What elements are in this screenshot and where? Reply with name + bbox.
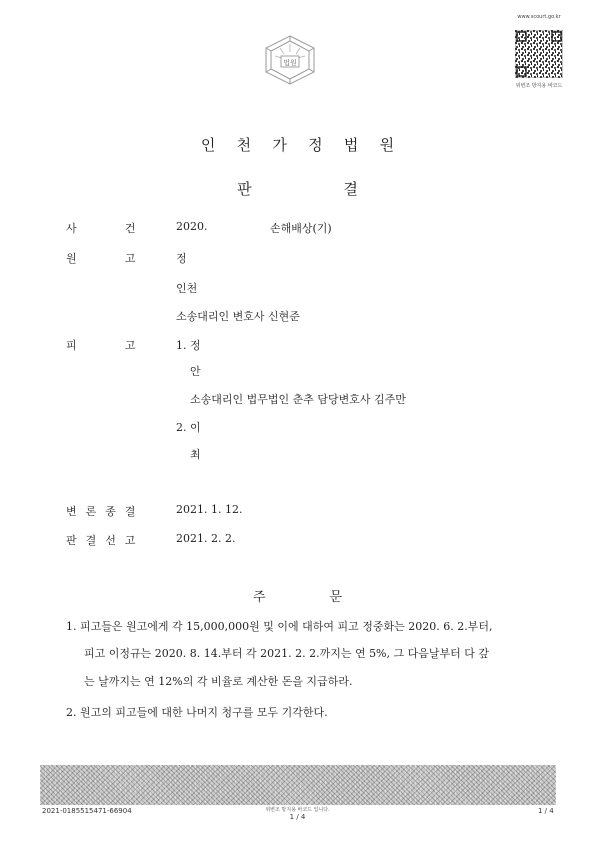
- court-emblem-icon: [260, 34, 320, 86]
- qr-url: www.scourt.go.kr: [517, 14, 561, 20]
- plaintiff-label: 원 고: [66, 252, 136, 265]
- defendant-1-address: 안: [190, 365, 201, 378]
- main-ruling-title: 주 문: [252, 590, 372, 605]
- defendant-label: 피 고: [66, 339, 136, 352]
- defendant-2-name: 2. 이: [176, 421, 201, 434]
- ruling-line-3: 는 날까지는 연 12%의 각 비율로 계산한 돈을 지급하라.: [84, 675, 353, 688]
- document-id: 2021-0185515471-66904: [42, 807, 132, 815]
- case-title: 손해배상(기): [270, 222, 332, 235]
- ruling-line-4: 2. 원고의 피고들에 대한 나머지 청구를 모두 기각한다.: [66, 706, 328, 719]
- defendant-1-name: 1. 정: [176, 339, 201, 352]
- ruling-line-1: 1. 피고들은 원고에게 각 15,000,000원 및 이에 대하여 피고 정중화는 2020. 6. 2.부터,: [66, 620, 493, 633]
- anti-forgery-barcode: [40, 765, 556, 805]
- closing-label: 변 론 종 결: [66, 505, 136, 518]
- qr-caption: 위변조 방지용 바코드: [515, 83, 563, 89]
- defendant-1-attorney: 소송대리인 법무법인 춘추 담당변호사 김주만: [190, 393, 406, 406]
- qr-code-icon: [515, 30, 563, 78]
- case-label: 사 건: [66, 222, 136, 235]
- case-number: 2020.: [176, 220, 208, 233]
- ruling-date: 2021. 2. 2.: [176, 532, 236, 545]
- court-name: 인 천 가 정 법 원: [200, 136, 403, 154]
- closing-date: 2021. 1. 12.: [176, 503, 243, 516]
- page-number-right: 1 / 4: [538, 807, 554, 815]
- ruling-line-2: 피고 이정규는 2020. 8. 14.부터 각 2021. 2. 2.까지는 연 5%, 그 다음날부터 다 갚: [84, 647, 490, 660]
- footer-note: 위변조 방지용 바코드 입니다.: [265, 807, 330, 813]
- defendant-2-address: 최: [190, 448, 201, 461]
- plaintiff-address: 인천: [176, 282, 198, 295]
- plaintiff-attorney: 소송대리인 변호사 신현준: [176, 310, 300, 323]
- plaintiff-name: 정: [176, 252, 187, 265]
- ruling-label: 판 결 선 고: [66, 534, 136, 547]
- emblem-text: 법원: [283, 59, 297, 67]
- page-number-center: 1 / 4: [289, 813, 306, 821]
- document-type: 판 결: [237, 180, 402, 198]
